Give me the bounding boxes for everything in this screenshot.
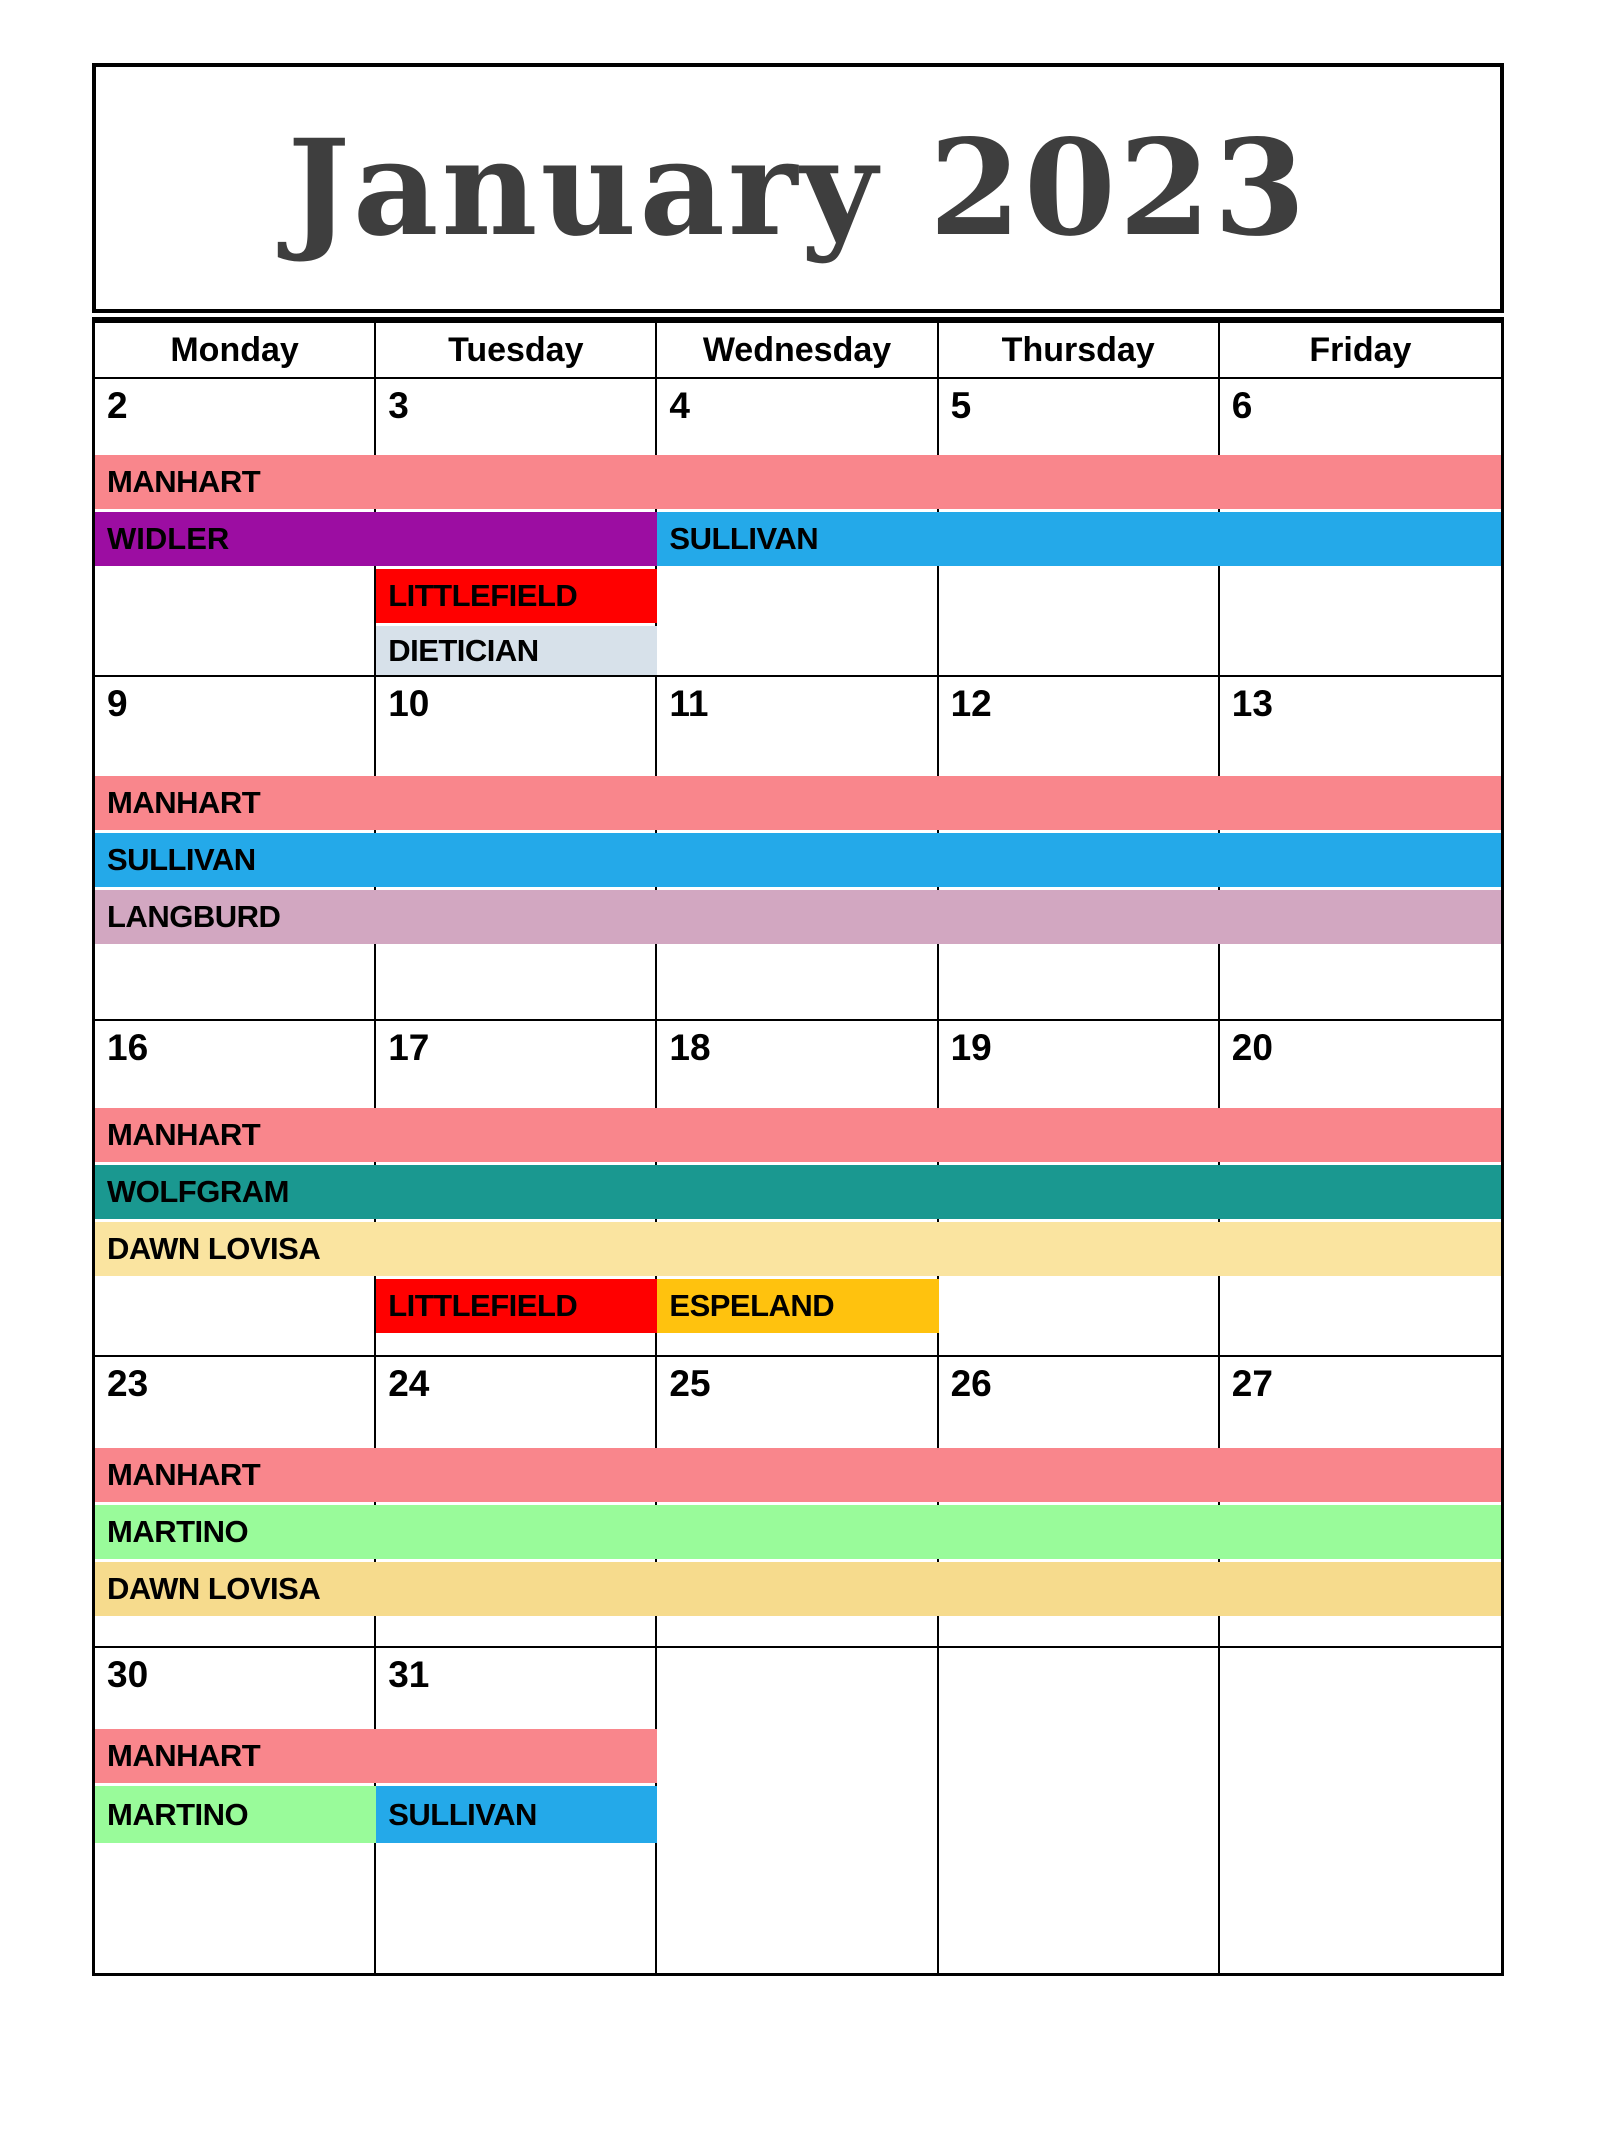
event-bar-row <box>95 830 1501 887</box>
day-cell <box>1220 379 1501 452</box>
event-bar-row <box>95 1162 1501 1219</box>
day-cell <box>657 1021 938 1105</box>
weekday-header-wednesday: Wednesday <box>657 323 938 377</box>
event-bar-row <box>95 509 1501 566</box>
week-row-5 <box>95 1648 1501 1973</box>
day-number: 2 <box>107 385 128 426</box>
day-number: 9 <box>107 683 128 724</box>
weekday-header-tuesday: Tuesday <box>376 323 657 377</box>
day-cell <box>95 1648 376 1726</box>
day-cell <box>939 677 1220 773</box>
event-bar-row <box>95 773 1501 830</box>
event-bar-row <box>95 452 1501 509</box>
event-bar-littlefield: LITTLEFIELD <box>376 1279 657 1333</box>
week-row-4 <box>95 1357 1501 1648</box>
event-bar-dietician: DIETICIAN <box>376 626 657 675</box>
event-bar-row <box>95 1105 1501 1162</box>
day-number: 23 <box>107 1363 149 1404</box>
day-number: 10 <box>388 683 430 724</box>
weekday-header-row <box>95 323 1501 379</box>
day-cell <box>376 379 657 452</box>
day-number: 19 <box>950 1027 992 1068</box>
day-number: 13 <box>1231 683 1273 724</box>
empty-row <box>95 1616 1501 1646</box>
day-number: 18 <box>669 1027 711 1068</box>
event-bar-row <box>95 623 1501 675</box>
event-bar-manhart: MANHART <box>95 776 1501 830</box>
day-cell <box>95 1021 376 1105</box>
week-row-2 <box>95 677 1501 1021</box>
calendar-table <box>92 317 1504 1976</box>
calendar-title-box <box>92 63 1504 313</box>
day-cell <box>657 677 938 773</box>
day-number: 6 <box>1231 385 1253 426</box>
day-cell <box>1220 1648 1501 1726</box>
event-bar-manhart: MANHART <box>95 1729 657 1783</box>
day-number-row <box>95 379 1501 452</box>
day-number: 17 <box>388 1027 430 1068</box>
day-cell <box>95 379 376 452</box>
day-cell <box>1220 677 1501 773</box>
day-cell <box>939 1357 1220 1445</box>
empty-row <box>95 944 1501 1019</box>
event-bar-row <box>95 566 1501 623</box>
event-bar-manhart: MANHART <box>95 455 1501 509</box>
day-number: 31 <box>388 1654 430 1695</box>
event-bar-langburd: LANGBURD <box>95 890 1501 944</box>
day-number: 3 <box>388 385 409 426</box>
event-bar-manhart: MANHART <box>95 1448 1501 1502</box>
day-number: 24 <box>388 1363 430 1404</box>
event-bar-row <box>95 1219 1501 1276</box>
weekday-header-monday: Monday <box>95 323 376 377</box>
calendar-weeks <box>95 379 1501 1973</box>
event-bar-dawn-lovisa: DAWN LOVISA <box>95 1222 1501 1276</box>
weekday-header-thursday: Thursday <box>939 323 1220 377</box>
day-cell <box>376 1648 657 1726</box>
day-cell <box>1220 1357 1501 1445</box>
event-bar-sullivan: SULLIVAN <box>95 833 1501 887</box>
day-number: 5 <box>950 385 972 426</box>
day-number: 16 <box>107 1027 149 1068</box>
calendar-title: January 2023 <box>287 110 1309 266</box>
day-number: 4 <box>669 385 690 426</box>
event-bar-martino: MARTINO <box>95 1786 376 1843</box>
event-bar-wolfgram: WOLFGRAM <box>95 1165 1501 1219</box>
day-number: 11 <box>669 683 709 724</box>
event-bar-row <box>95 1276 1501 1333</box>
week-row-3 <box>95 1021 1501 1357</box>
event-bar-row <box>95 1502 1501 1559</box>
day-number: 30 <box>107 1654 149 1695</box>
event-bar-sullivan: SULLIVAN <box>657 512 1501 566</box>
day-number: 27 <box>1231 1363 1273 1404</box>
day-number-row <box>95 1021 1501 1105</box>
event-bar-littlefield: LITTLEFIELD <box>376 569 657 623</box>
day-cell <box>95 677 376 773</box>
event-bar-row <box>95 887 1501 944</box>
day-number: 20 <box>1231 1027 1273 1068</box>
day-cell <box>95 1357 376 1445</box>
weekday-header-friday: Friday <box>1309 330 1412 369</box>
event-bar-espeland: ESPELAND <box>657 1279 938 1333</box>
empty-row <box>95 1333 1501 1355</box>
event-bar-manhart: MANHART <box>95 1108 1501 1162</box>
day-cell <box>376 677 657 773</box>
event-bar-dawn-lovisa: DAWN LOVISA <box>95 1562 1501 1616</box>
day-cell <box>939 1648 1220 1726</box>
day-cell <box>1220 1021 1501 1105</box>
event-bar-row <box>95 1783 1501 1843</box>
day-cell <box>376 1357 657 1445</box>
event-bar-row <box>95 1445 1501 1502</box>
day-number: 12 <box>950 683 992 724</box>
event-bar-widler: WIDLER <box>95 512 657 566</box>
day-cell <box>939 1021 1220 1105</box>
empty-row <box>95 1843 1501 1973</box>
day-number: 25 <box>669 1363 711 1404</box>
day-number-row <box>95 677 1501 773</box>
day-number-row <box>95 1648 1501 1726</box>
day-cell <box>376 1021 657 1105</box>
event-bar-row <box>95 1726 1501 1783</box>
day-cell <box>657 379 938 452</box>
day-cell <box>939 379 1220 452</box>
day-cell <box>657 1357 938 1445</box>
event-bar-martino: MARTINO <box>95 1505 1501 1559</box>
day-cell <box>657 1648 938 1726</box>
day-number: 26 <box>950 1363 992 1404</box>
event-bar-sullivan: SULLIVAN <box>376 1786 657 1843</box>
day-number-row <box>95 1357 1501 1445</box>
event-bar-row <box>95 1559 1501 1616</box>
week-row-1 <box>95 379 1501 677</box>
